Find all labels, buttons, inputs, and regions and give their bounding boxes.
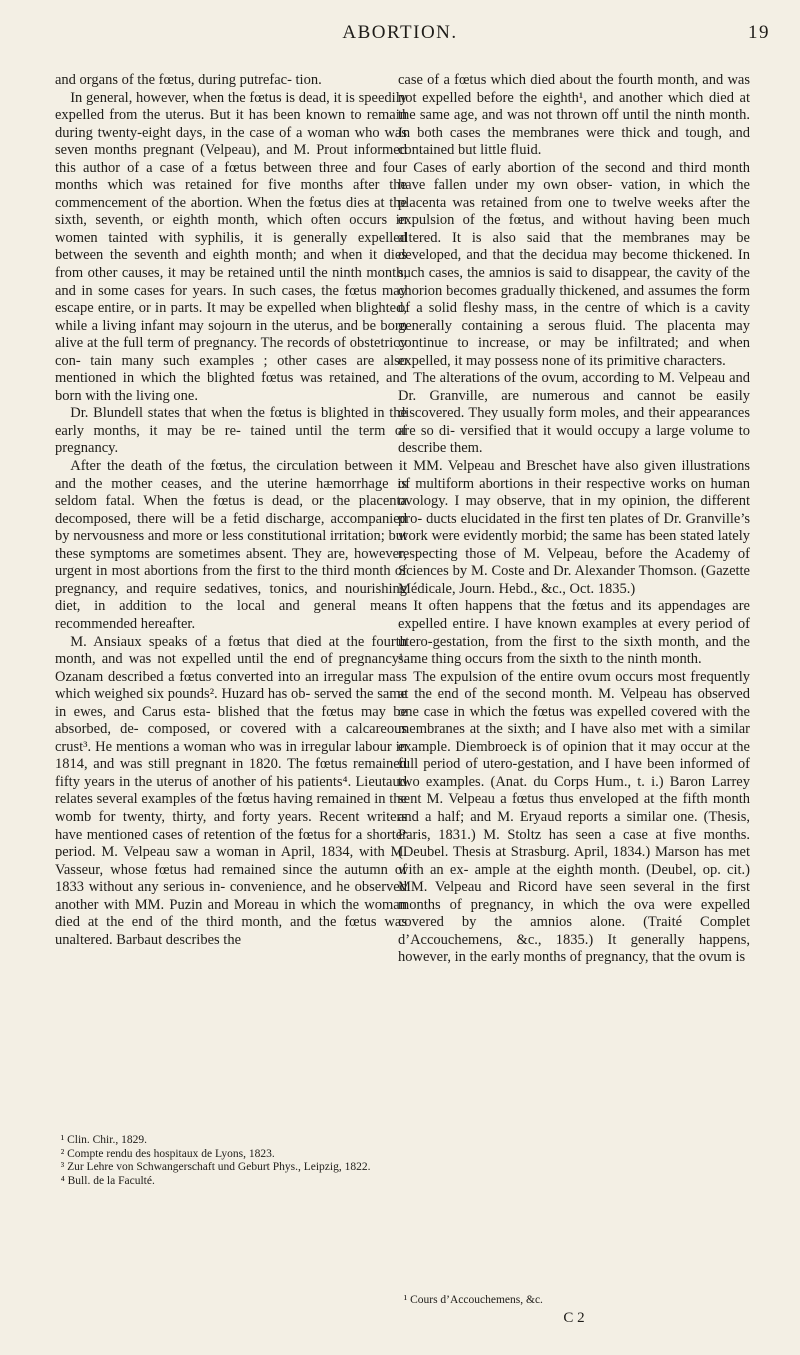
paragraph: M. Ansiaux speaks of a fœtus that died at the fourth month, and was not expelled until the end of pregnancy¹. Ozanam described a fœtus converted into an irregular mass which weighed six pounds². Huzard has ob- served the same in ewes, and Carus esta- blished that the fœtus may be absorbed, de- composed, or covered with a calcareous crust³. He mentions a woman who was in irregular labour in 1814, and was still pregnant in 1820. The fœtus remained fifty years in the uterus of another of his patients⁴. Lieutaud relates several examples of the fœtus having remained in the womb for twenty, thirty, and forty years. Recent writers have mentioned cases of retention of the fœtus for a shorter period. M. Velpeau saw a woman in April, 1834, with M. Vasseur, whose fœtus had remained since the autumn of 1833 without any serious in- convenience, and he observed another with MM. Puzin and Moreau in which the woman died at the end of the third month, and the fœtus was unaltered. Barbaut describes the bbox=[55, 633, 407, 948]
paragraph: and organs of the fœtus, during putrefac- tion. bbox=[55, 72, 322, 88]
paragraph: After the death of the fœtus, the circulation between it and the mother ceases, and the uterine hæmorrhage is seldom fatal. When the fœtus is dead, or the placenta decomposed, there will be a fetid discharge, accompanied by nervousness and more or less constitutional irritation; but these symptoms are sometimes absent. They are, however, urgent in most abortions from the first to the third month of pregnancy, and require sedatives, tonics, and nourishing diet, in addition to the local and general means recommended hereafter. bbox=[55, 458, 407, 632]
paragraph: In general, however, when the fœtus is dead, it is speedily expelled from the uterus. But it has been known to remain during twenty-eight days, in the case of a woman who was seven months pregnant (Velpeau), and M. Prout informed this author of a case of a fœtus between three and four months which was retained for five months after the commencement of the abortion. When the fœtus dies at the sixth, seventh, or eighth month, which often occurs in women tainted with syphilis, it is generally expelled between the seventh and eighth month; and when it dies from other causes, it may be retained until the ninth month, and in some cases for years. In such cases, the fœtus may escape entire, or in parts. It may be expelled when blighted, while a living infant may sojourn in the uterus, and be born alive at the full term of pregnancy. The records of obstetricy con- tain many such examples ; other cases are also mentioned in which the blighted fœtus was retained, and born with the living one. bbox=[55, 89, 407, 404]
footnote: ¹ Clin. Chir., 1829. bbox=[60, 1134, 147, 1146]
footnote: ¹ Cours d’Accouchemens, &c. bbox=[403, 1294, 543, 1306]
paragraph: Dr. Blundell states that when the fœtus is blighted in the early months, it may be re- tained until the term of pregnancy. bbox=[55, 405, 407, 457]
left-column bbox=[55, 72, 407, 949]
paragraph: The alterations of the ovum, according to M. Velpeau and Dr. Granville, are numerous and cannot be easily discovered. They usually form moles, and their appearances are so di- versified that it would occupy a large volume to describe them. bbox=[398, 370, 750, 457]
page-number: 19 bbox=[748, 22, 770, 43]
running-title: ABORTION. bbox=[342, 22, 458, 43]
signature-mark: C 2 bbox=[563, 1310, 585, 1326]
right-footnotes bbox=[398, 1294, 750, 1308]
paragraph: case of a fœtus which died about the fourth month, and was not expelled before the eighth¹, and another which died at the same age, and was not thrown off until the ninth month. In both cases the membranes were thick and tough, and contained but little fluid. bbox=[398, 72, 750, 159]
left-footnotes bbox=[55, 1134, 407, 1188]
footnote: ³ Zur Lehre von Schwangerschaft und Geburt Phys., Leipzig, 1822. bbox=[60, 1161, 371, 1174]
footnote: ² Compte rendu des hospitaux de Lyons, 1823. bbox=[60, 1147, 275, 1160]
right-column bbox=[398, 72, 750, 967]
paragraph: Cases of early abortion of the second and third month have fallen under my own obser- vation, in which the placenta was retained from one to twelve weeks after the expulsion of the fœtus, and without having been much altered. It is also said that the membranes may be developed, and that the decidua may become thickened. In such cases, the amnios is said to disappear, the cavity of the chorion becomes gradually thickened, and assumes the form of a solid fleshy mass, in the centre of which is a cavity generally containing a serous fluid. The placenta may continue to increase, or may be infiltrated; and when expelled, it may possess none of its primitive characters. bbox=[398, 159, 750, 369]
paragraph: The expulsion of the entire ovum occurs most frequently at the end of the second month. M. Velpeau has observed one case in which the fœtus was expelled covered with the membranes at the sixth; and I have also met with a similar example. Diembroeck is of opinion that it may occur at the full period of utero-gestation, and I have been informed of two examples. (Anat. du Corps Hum., t. i.) Baron Larrey sent M. Velpeau a fœtus thus enveloped at the fifth month and a half; and M. Eryaud reports a similar one. (Thesis, Paris, 1831.) M. Stoltz has seen a case at five months. (Deubel. Thesis at Strasburg. April, 1834.) Marson has met with an ex- ample at the eighth month. (Deubel, op. cit.) MM. Velpeau and Ricord have seen several in the first months of pregnancy, in which the ova were expelled covered by the amnios alone. (Traité Complet d’Accouchemens, &c., 1835.) It generally happens, however, in the early months of pregnancy, that the ovum is bbox=[398, 668, 750, 966]
footnote: ⁴ Bull. de la Faculté. bbox=[60, 1174, 155, 1187]
paragraph: It often happens that the fœtus and its appendages are expelled entire. I have known examples at every period of utero-gestation, from the first to the sixth month, and the same thing occurs from the sixth to the ninth month. bbox=[398, 598, 750, 668]
paragraph: MM. Velpeau and Breschet have also given illustrations of multiform abortions in their respective works on human ovology. I may observe, that in my opinion, the different pro- ducts elucidated in the first ten plates of Dr. Granville’s work were evidently morbid; the same has been stated lately respecting those of M. Velpeau, before the Academy of Sciences by M. Coste and Dr. Alexander Thomson. (Gazette Médicale, Journ. Hebd., &c., Oct. 1835.) bbox=[398, 458, 750, 597]
running-header bbox=[0, 22, 800, 48]
